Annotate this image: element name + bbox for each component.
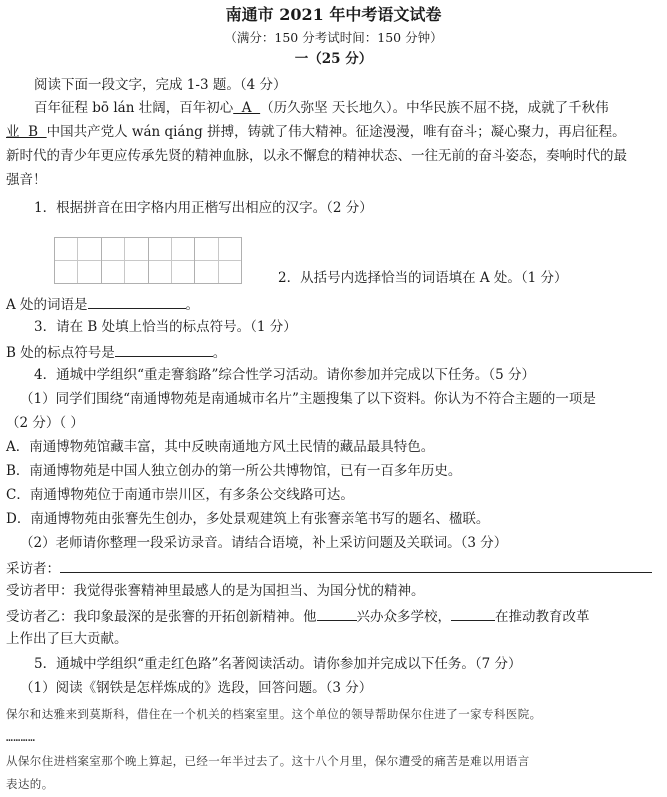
exam-subtitle: （满分：150 分考试时间：150 分钟） xyxy=(224,30,443,45)
answer-a-line: A 处的词语是 。 xyxy=(6,294,659,314)
excerpt-ellipsis: ………… xyxy=(6,730,36,744)
tianzige-grid[interactable] xyxy=(54,237,242,284)
passage-text: 百年征程 bō lán 壮阔，百年初心 xyxy=(34,100,234,116)
question-3: 3．请在 B 处填上恰当的标点符号。（1 分） xyxy=(34,319,297,335)
interviewee-b-cont: 上作出了巨大贡献。 xyxy=(6,631,128,647)
option-c: C．南通博物苑位于南通市崇川区，有多条公交线路可达。 xyxy=(6,487,354,503)
excerpt-line-2: 从保尔住进档案室那个晚上算起，已经一年半过去了。这十八个月里，保尔遭受的痛苦是难以用语言 xyxy=(6,754,530,768)
passage-line-3: 新时代的青少年更应传承先贤的精神血脉，以永不懈怠的精神状态、一往无前的奋斗姿态，奏响时代的最 xyxy=(6,148,627,164)
exam-title: 南通市 2021 年中考语文试卷 xyxy=(225,5,442,24)
excerpt-line-1: 保尔和达雅来到莫斯科，借住在一个机关的档案室里。这个单位的领导帮助保尔住进了一家专科医院。 xyxy=(6,707,542,721)
answer-b-blank[interactable] xyxy=(115,342,213,357)
passage-line-1 xyxy=(34,99,659,117)
interviewee-b xyxy=(6,606,659,626)
answer-b-line: B 处的标点符号是 。 xyxy=(6,342,659,362)
tianzige-cell[interactable] xyxy=(195,238,241,283)
answer-a-blank[interactable] xyxy=(88,294,186,309)
question-4-1: （1）同学们围绕“南通博物苑是南通城市名片”主题搜集了以下资料。你认为不符合主题的一项是 xyxy=(20,391,596,407)
section-heading: 一（25 分） xyxy=(294,51,373,67)
question-1: 1．根据拼音在田字格内用正楷写出相应的汉字。（2 分） xyxy=(34,200,373,216)
excerpt-line-3: 表达的。 xyxy=(6,777,54,791)
interviewer-label: 采访者： xyxy=(6,561,60,577)
interviewer-blank[interactable] xyxy=(60,558,652,573)
question-5: 5．通城中学组织“重走红色路”名著阅读活动。请你参加并完成以下任务。（7 分） xyxy=(34,656,522,672)
interviewer-line xyxy=(6,558,659,578)
passage-line-4: 强音！ xyxy=(6,172,47,188)
passage-text: 中国共产党人 wán qiáng 拼搏，铸就了伟大精神。征途漫漫，唯有奋斗；凝心聚力，再启征程。 xyxy=(46,124,626,140)
answer-a-label: A 处的词语是 xyxy=(6,297,88,313)
question-4-2: （2）老师请你整理一段采访录音。请结合语境，补上采访问题及关联词。（3 分） xyxy=(20,535,508,551)
interviewee-b-text: 受访者乙：我印象最深的是张謇的开拓创新精神。他 xyxy=(6,609,317,625)
passage-line-2 xyxy=(6,123,659,141)
reading-intro: 阅读下面一段文字，完成 1-3 题。（4 分） xyxy=(34,77,287,93)
interviewee-a: 受访者甲：我觉得张謇精神里最感人的是为国担当、为国分忧的精神。 xyxy=(6,583,425,599)
passage-text: （历久弥坚 天长地久）。中华民族不屈不挠，成就了千秋伟 xyxy=(260,100,609,116)
interviewee-b-text: 在推动教育改革 xyxy=(495,609,590,625)
passage-text: 业 xyxy=(6,124,20,140)
tianzige-cell[interactable] xyxy=(102,238,149,283)
question-5-1: （1）阅读《钢铁是怎样炼成的》选段，回答问题。（3 分） xyxy=(20,680,373,696)
blank-b: B xyxy=(19,124,47,140)
option-a: A．南通博物苑馆藏丰富，其中反映南通地方风土民情的藏品最具特色。 xyxy=(6,439,435,455)
connective-blank-2[interactable] xyxy=(451,606,495,621)
connective-blank-1[interactable] xyxy=(317,606,357,621)
answer-b-label: B 处的标点符号是 xyxy=(6,345,115,361)
interviewee-b-text: 兴办众多学校， xyxy=(356,609,451,625)
question-4: 4．通城中学组织“重走謇翁路”综合性学习活动。请你参加并完成以下任务。（5 分） xyxy=(34,367,536,383)
option-b: B．南通博物苑是中国人独立创办的第一所公共博物馆，已有一百多年历史。 xyxy=(6,463,462,479)
blank-a: A xyxy=(233,100,261,116)
option-d: D．南通博物苑由张謇先生创办，多处景观建筑上有张謇亲笔书写的题名、楹联。 xyxy=(6,511,490,527)
question-2: 2．从括号内选择恰当的词语填在 A 处。（1 分） xyxy=(278,270,568,286)
tianzige-cell[interactable] xyxy=(55,238,102,283)
question-4-1-score: （2 分）（ ） xyxy=(6,415,84,431)
tianzige-cell[interactable] xyxy=(149,238,196,283)
